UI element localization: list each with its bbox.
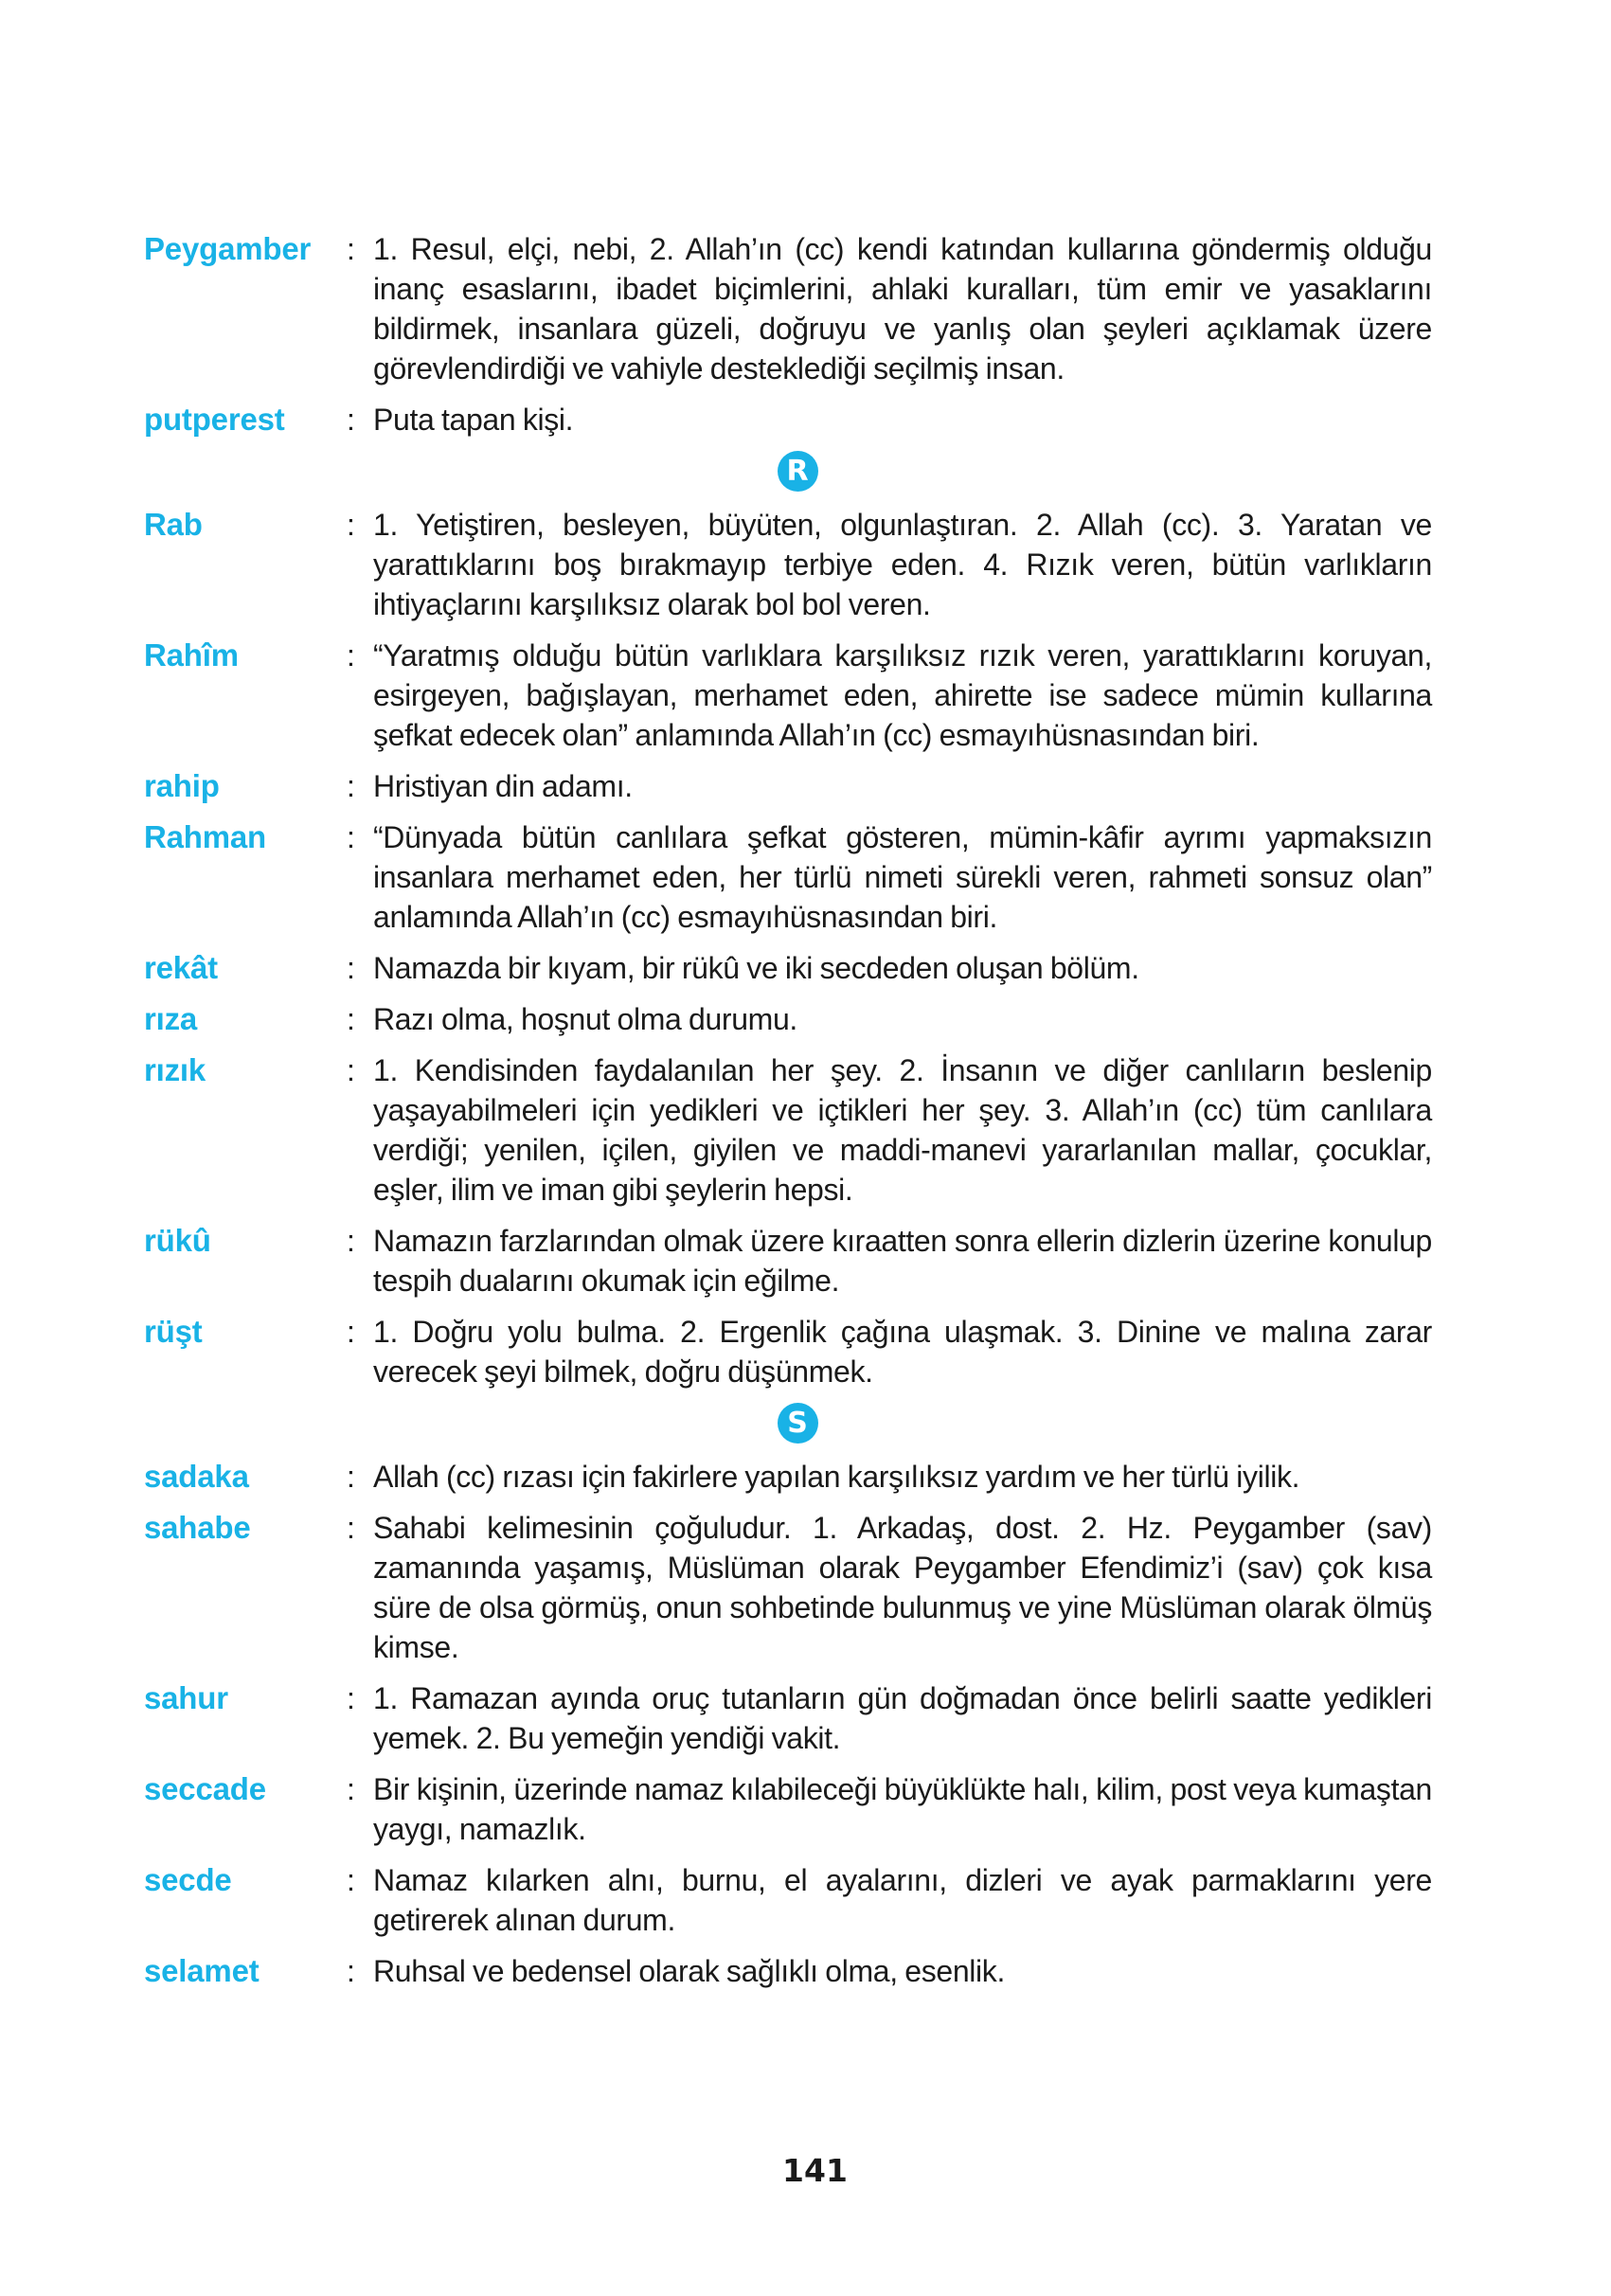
glossary-entry: [144, 1508, 1432, 1667]
glossary-entry: [144, 1769, 1432, 1849]
glossary-definition: “Dünyada bütün canlılara şefkat gösteren, mümin-kâfir ayrımı yapmaksızın insanlara merhamet eden, her türlü nimeti sürekli veren, rahmeti sonsuz olan” anlamında Allah’ın (cc) esmayıhüsnasından biri.: [373, 820, 1432, 934]
glossary-definition: Namazın farzlarından olmak üzere kıraatten sonra ellerin dizlerin üzerine konulup tespih dualarını okumak için eğilme.: [373, 1224, 1432, 1298]
glossary-definition: 1. Ramazan ayında oruç tutanların gün doğmadan önce belirli saatte yedikleri yemek. 2. Bu yemeğin yendiği vakit.: [373, 1681, 1432, 1755]
glossary-definition: Namazda bir kıyam, bir rükû ve iki secdeden oluşan bölüm.: [373, 951, 1139, 985]
separator-colon: :: [347, 1681, 355, 1715]
glossary-definition: Puta tapan kişi.: [373, 403, 574, 437]
glossary-term: putperest: [144, 402, 285, 437]
glossary-term: rızık: [144, 1052, 206, 1087]
glossary-definition: 1. Yetiştiren, besleyen, büyüten, olgunlaştıran. 2. Allah (cc). 3. Yaratan ve yarattıklarını boş bırakmayıp terbiye eden. 4. Rızık veren, bütün varlıkların ihtiyaçlarını karşılıksız olarak bol bol veren.: [373, 508, 1432, 621]
glossary-term: sahur: [144, 1680, 228, 1715]
glossary-term: sahabe: [144, 1510, 251, 1545]
glossary-term: rekât: [144, 950, 218, 985]
glossary-entry: [144, 1312, 1432, 1391]
glossary-entry: [144, 636, 1432, 755]
glossary-term: Rahîm: [144, 637, 239, 673]
glossary-entry: [144, 400, 1432, 439]
glossary-entry: [144, 1860, 1432, 1940]
glossary-term: rükû: [144, 1223, 211, 1258]
glossary-entry: [144, 948, 1432, 988]
separator-colon: :: [347, 1002, 355, 1036]
glossary-definition: Allah (cc) rızası için fakirlere yapılan karşılıksız yardım ve her türlü iyilik.: [373, 1460, 1300, 1494]
separator-colon: :: [347, 1224, 355, 1258]
glossary-term: rahip: [144, 768, 220, 803]
glossary-definition: Ruhsal ve bedensel olarak sağlıklı olma, esenlik.: [373, 1954, 1005, 1988]
separator-colon: :: [347, 1772, 355, 1806]
glossary-entry: [144, 1951, 1432, 1991]
separator-colon: :: [347, 1460, 355, 1494]
glossary-term: Rab: [144, 507, 203, 542]
separator-colon: :: [347, 638, 355, 673]
separator-colon: :: [347, 508, 355, 542]
separator-colon: :: [347, 403, 355, 437]
glossary-definition: Hristiyan din adamı.: [373, 769, 633, 803]
letter-heading-r: [144, 451, 1432, 492]
letter-badge-s: S: [778, 1403, 818, 1444]
separator-colon: :: [347, 1863, 355, 1897]
glossary-entry: [144, 505, 1432, 624]
letter-badge-r: R: [778, 451, 818, 492]
glossary-entry: [144, 1221, 1432, 1300]
glossary-definition: 1. Kendisinden faydalanılan her şey. 2. İnsanın ve diğer canlıların beslenip yaşayabilmeleri için yedikleri ve içtikleri her şey. 3. Allah’ın (cc) tüm canlılara verdiği; yenilen, içilen, giyilen ve maddi-manevi yararlanılan mallar, çocuklar, eşler, ilim ve iman gibi şeylerin hepsi.: [373, 1053, 1432, 1207]
glossary-definition: 1. Resul, elçi, nebi, 2. Allah’ın (cc) kendi katından kullarına göndermiş olduğu inanç esaslarını, ibadet biçimlerini, ahlaki kuralları, tüm emir ve yasaklarını bildirmek, insanlara güzeli, doğruyu ve yanlış olan şeyleri açıklamak üzere görevlendirdiği ve vahiyle desteklediği seçilmiş insan.: [373, 232, 1432, 386]
glossary-entry: [144, 229, 1432, 388]
glossary-term: Peygamber: [144, 231, 312, 266]
separator-colon: :: [347, 1954, 355, 1988]
glossary-term: secde: [144, 1862, 232, 1897]
glossary-definition: Razı olma, hoşnut olma durumu.: [373, 1002, 797, 1036]
separator-colon: :: [347, 820, 355, 854]
glossary-term: rüşt: [144, 1314, 203, 1349]
letter-heading-s: [144, 1403, 1432, 1444]
separator-colon: :: [347, 1315, 355, 1349]
glossary-entry: [144, 766, 1432, 806]
separator-colon: :: [347, 232, 355, 266]
glossary-term: seccade: [144, 1771, 266, 1806]
glossary-entry: [144, 999, 1432, 1039]
glossary-entry: [144, 817, 1432, 937]
page-number: 141: [782, 2152, 848, 2189]
glossary-entry: [144, 1457, 1432, 1497]
glossary-definition: 1. Doğru yolu bulma. 2. Ergenlik çağına ulaşmak. 3. Dinine ve malına zarar verecek şeyi bilmek, doğru düşünmek.: [373, 1315, 1432, 1389]
glossary-entry: [144, 1678, 1432, 1758]
glossary-entry: [144, 1050, 1432, 1210]
glossary-list: [144, 229, 1432, 2002]
glossary-term: Rahman: [144, 819, 266, 854]
separator-colon: :: [347, 1511, 355, 1545]
glossary-term: selamet: [144, 1953, 260, 1988]
glossary-definition: Namaz kılarken alnı, burnu, el ayalarını, dizleri ve ayak parmaklarını yere getirerek alınan durum.: [373, 1863, 1432, 1937]
separator-colon: :: [347, 1053, 355, 1087]
glossary-term: sadaka: [144, 1459, 249, 1494]
glossary-definition: “Yaratmış olduğu bütün varlıklara karşılıksız rızık veren, yarattıklarını koruyan, esirgeyen, bağışlayan, merhamet eden, ahirette ise sadece mümin kullarına şefkat edecek olan” anlamında Allah’ın (cc) esmayıhüsnasından biri.: [373, 638, 1432, 752]
separator-colon: :: [347, 769, 355, 803]
glossary-term: rıza: [144, 1001, 198, 1036]
glossary-definition: Bir kişinin, üzerinde namaz kılabileceği büyüklükte halı, kilim, post veya kumaştan yaygı, namazlık.: [373, 1772, 1432, 1846]
glossary-definition: Sahabi kelimesinin çoğuludur. 1. Arkadaş, dost. 2. Hz. Peygamber (sav) zamanında yaşamış, Müslüman olarak Peygamber Efendimiz’i (sav) çok kısa süre de olsa görmüş, onun sohbetinde bulunmuş ve yine Müslüman olarak ölmüş kimse.: [373, 1511, 1432, 1664]
separator-colon: :: [347, 951, 355, 985]
